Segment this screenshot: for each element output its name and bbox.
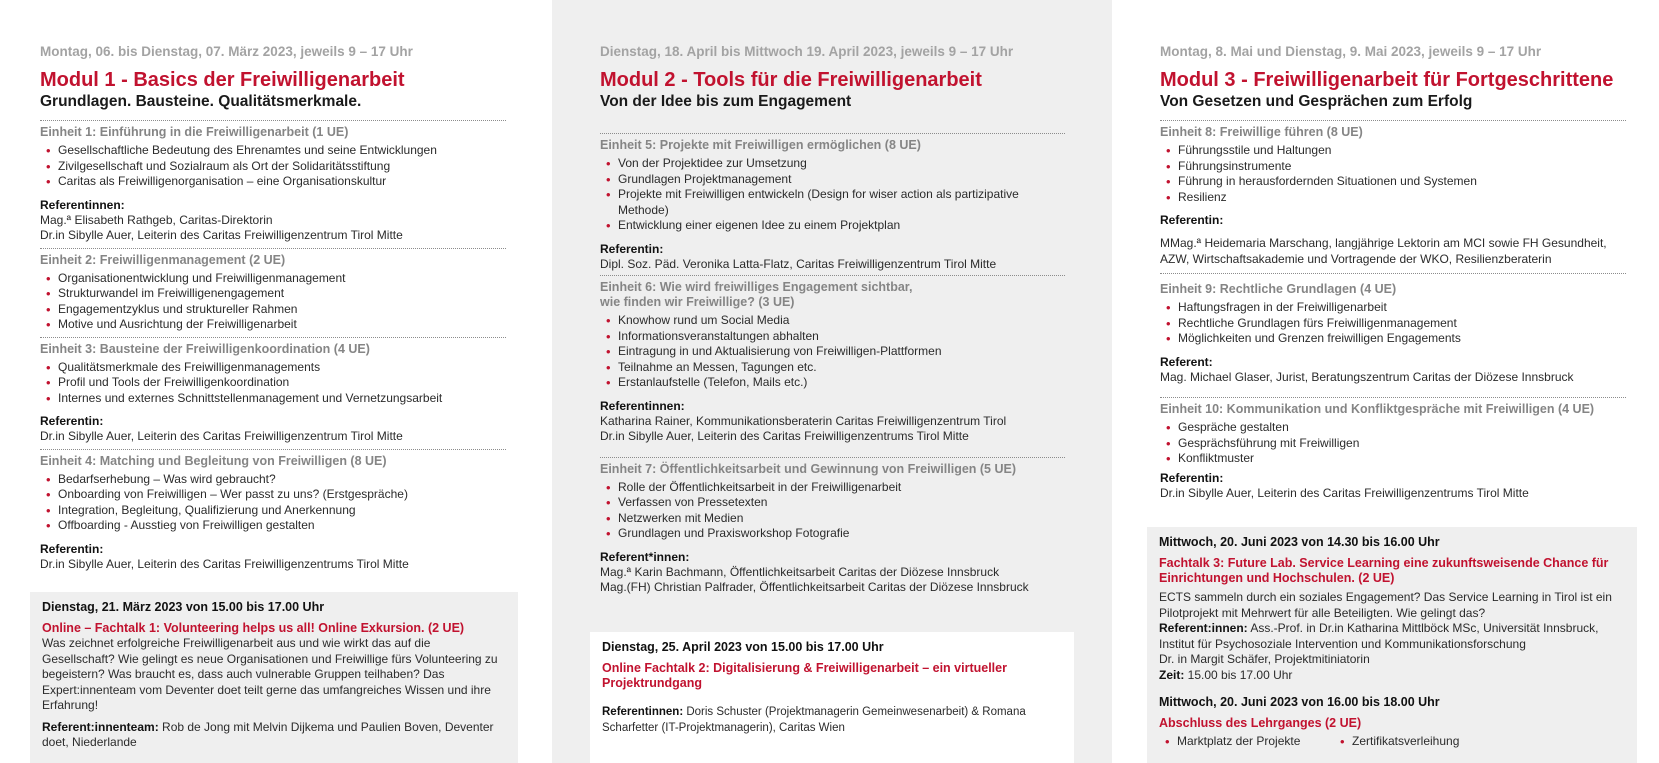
list-item: • Gesellschaftliche Bedeutung des Ehrenamtes und seine Entwicklungen [40, 143, 506, 159]
unit-title: Einheit 9: Rechtliche Grundlagen (4 UE) [1160, 282, 1397, 296]
unit-title: Einheit 6: Wie wird freiwilliges Engagement sichtbar, wie finden wir Freiwillige? (3 UE) [600, 280, 913, 309]
event-speakers [602, 705, 1062, 736]
list-item: • Konfliktmuster [1160, 451, 1626, 467]
closing-items [1159, 731, 1625, 750]
list-item: • Integration, Begleitung, Qualifizierung und Anerkennung [40, 503, 506, 519]
event-title: Abschluss des Lehrganges (2 UE) [1159, 716, 1362, 730]
unit-topic-list [40, 360, 506, 407]
list-item: • Zertifikatsverleihung [1334, 734, 1509, 750]
list-item: • Möglichkeiten und Grenzen freiwilligen Engagements [1160, 331, 1626, 347]
module-subtitle: Grundlagen. Bausteine. Qualitätsmerkmale. [40, 93, 362, 110]
list-item: • Organisationentwicklung und Freiwilligenmanagement [40, 271, 506, 287]
unit-topic-list [1160, 143, 1626, 205]
divider [1160, 397, 1626, 398]
list-item: • Knowhow rund um Social Media [600, 313, 1065, 329]
divider [1160, 273, 1626, 274]
speaker-line: Dr.in Sibylle Auer, Leiterin des Caritas Freiwilligenzentrums Tirol Mitte [40, 556, 409, 571]
closing-list-right [1334, 734, 1509, 750]
list-item: • Profil und Tools der Freiwilligenkoordination [40, 375, 506, 391]
speaker-label: Referentin: [1160, 470, 1224, 485]
speaker-line: Dr.in Sibylle Auer, Leiterin des Caritas Freiwilligenzentrum Tirol Mitte [40, 228, 403, 242]
time-label: Zeit: [1159, 667, 1185, 682]
module-date: Montag, 8. Mai und Dienstag, 9. Mai 2023, jeweils 9 – 17 Uhr [1160, 44, 1542, 59]
event-title: Online Fachtalk 2: Digitalisierung & Freiwilligenarbeit – ein virtueller Projektrundgang [602, 661, 1007, 690]
list-item: • Qualitätsmerkmale des Freiwilligenmanagements [40, 360, 506, 376]
list-item: • Netzwerken mit Medien [600, 511, 1065, 527]
speaker-line: Dr.in Sibylle Auer, Leiterin des Caritas Freiwilligenzentrum Tirol Mitte [40, 429, 403, 443]
event-title: Online – Fachtalk 1: Volunteering helps us all! Online Exkursion. (2 UE) [42, 621, 465, 635]
unit-topic-list [40, 472, 506, 534]
module-3-column [1112, 0, 1659, 763]
module-title: Modul 2 - Tools für die Freiwilligenarbeit [600, 69, 982, 91]
event-description: Was zeichnet erfolgreiche Freiwilligenarbeit aus und wie wirkt das auf die Gesellschaft? Wie gelingt es neue Organisationen und Freiwillige fürs Volunteering zu begeistern? Was braucht es, dass auch vulnerable Gruppen teilhaben? Das Expert:innenteam vom Deventer doet teilt gerne das umfangreiches Wissen und ihre Erfahrung! [42, 636, 498, 712]
list-item: • Strukturwandel im Freiwilligenengagement [40, 286, 506, 302]
module-title: Modul 3 - Freiwilligenarbeit für Fortgeschrittene [1160, 69, 1614, 91]
fachtalk-2-box [590, 632, 1074, 763]
speaker-label: Referentin: [1160, 213, 1224, 227]
speaker-names: Rob de Jong mit Melvin Dijkema und Paulien Boven, Deventer doet, Niederlande [42, 719, 494, 749]
unit-topic-list [40, 271, 506, 333]
event-speakers [42, 720, 506, 751]
list-item: • Erstanlaufstelle (Telefon, Mails etc.) [600, 375, 1065, 391]
speaker-line: Dr.in Sibylle Auer, Leiterin des Caritas Freiwilligenzentrums Tirol Mitte [1160, 485, 1529, 500]
speaker-line: Mag. Michael Glaser, Jurist, Beratungszentrum Caritas der Diözese Innsbruck [1160, 369, 1574, 384]
unit-title: Einheit 1: Einführung in die Freiwilligenarbeit (1 UE) [40, 125, 349, 139]
speaker-line: Katharina Rainer, Kommunikationsberaterin Caritas Freiwilligenzentrum Tirol [600, 413, 1007, 428]
module-date: Dienstag, 18. April bis Mittwoch 19. April 2023, jeweils 9 – 17 Uhr [600, 44, 1014, 59]
divider [1160, 120, 1626, 121]
speaker-label: Referent*innen: [600, 549, 690, 564]
closing-list-left [1159, 734, 1334, 750]
divider [40, 337, 506, 338]
divider [600, 457, 1065, 458]
list-item: • Gespräche gestalten [1160, 420, 1626, 436]
speaker-line: Mag.ª Elisabeth Rathgeb, Caritas-Direktorin [40, 212, 273, 227]
event-date: Dienstag, 25. April 2023 von 15.00 bis 17.00 Uhr [602, 640, 884, 654]
unit-title: Einheit 4: Matching und Begleitung von Freiwilligen (8 UE) [40, 453, 387, 468]
unit-topic-list [600, 156, 1065, 234]
speaker-label: Referentin: [40, 541, 104, 556]
speaker-names: Ass.-Prof. in Dr.in Katharina Mittlböck MSc, Universität Innsbruck, Institut für Psychosoziale Intervention und Kommunikationsforschung [1159, 621, 1599, 651]
unit-topic-list [600, 480, 1065, 542]
event-title: Fachtalk 3: Future Lab. Service Learning eine zukunftsweisende Chance für Einrichtungen und Hochschulen. (2 UE) [1159, 556, 1609, 585]
list-item: • Gesprächsführung mit Freiwilligen [1160, 436, 1626, 452]
event-date: Dienstag, 21. März 2023 von 15.00 bis 17.00 Uhr [42, 600, 325, 614]
divider [600, 133, 1065, 134]
speaker-label: Referentinnen: [600, 398, 685, 413]
divider [600, 275, 1065, 276]
event-description: ECTS sammeln durch ein soziales Engagement? Das Service Learning in Tirol ist ein Pilotprojekt mit Mehrwert für alle Beteiligten. Wie gelingt das? [1159, 590, 1612, 620]
list-item: • Haftungsfragen in der Freiwilligenarbeit [1160, 300, 1626, 316]
list-item: • Führungsstile und Haltungen [1160, 143, 1626, 159]
fachtalk-3-box [1147, 527, 1637, 763]
list-item: • Führungsinstrumente [1160, 159, 1626, 175]
speaker-names: Doris Schuster (Projektmanagerin Gemeinwesenarbeit) & Romana Scharfetter (IT-Projektmanagerin), Caritas Wien [602, 706, 1026, 734]
list-item: • Caritas als Freiwilligenorganisation – eine Organisationskultur [40, 174, 506, 190]
event-speakers [1159, 621, 1625, 652]
speaker-label: Referent: [1160, 354, 1213, 369]
unit-title: Einheit 5: Projekte mit Freiwilligen ermöglichen (8 UE) [600, 138, 921, 152]
list-item: • Resilienz [1160, 190, 1626, 206]
speaker-label: Referentinnen: [602, 706, 684, 718]
unit-topic-list [40, 143, 506, 190]
list-item: • Rolle der Öffentlichkeitsarbeit in der Freiwilligenarbeit [600, 480, 1065, 496]
speaker-label: Referentin: [40, 414, 104, 428]
event-speakers-extra: Dr. in Margit Schäfer, Projektmitiniatorin [1159, 652, 1370, 666]
module-date: Montag, 06. bis Dienstag, 07. März 2023, jeweils 9 – 17 Uhr [40, 44, 413, 59]
module-subtitle: Von der Idee bis zum Engagement [600, 93, 852, 110]
list-item: • Verfassen von Pressetexten [600, 495, 1065, 511]
speaker-label: Referent:innen: [1159, 621, 1248, 635]
speaker-line: Dipl. Soz. Päd. Veronika Latta-Flatz, Caritas Freiwilligenzentrum Tirol Mitte [600, 256, 997, 271]
unit-title: Einheit 7: Öffentlichkeitsarbeit und Gewinnung von Freiwilligen (5 UE) [600, 461, 1017, 476]
speaker-label: Referentin: [600, 241, 664, 256]
list-item: • Rechtliche Grundlagen fürs Freiwilligenmanagement [1160, 316, 1626, 332]
speaker-label: Referent:innenteam: [42, 719, 159, 734]
list-item: • Grundlagen Projektmanagement [600, 172, 1065, 188]
event-date: Mittwoch, 20. Juni 2023 von 14.30 bis 16.00 Uhr [1159, 535, 1440, 549]
speaker-line: Dr.in Sibylle Auer, Leiterin des Caritas Freiwilligenzentrums Tirol Mitte [600, 429, 969, 443]
list-item: • Onboarding von Freiwilligen – Wer passt zu uns? (Erstgespräche) [40, 487, 506, 503]
fachtalk-1-box [30, 592, 518, 763]
list-item: • Teilnahme an Messen, Tagungen etc. [600, 360, 1065, 376]
speaker-line: Mag.(FH) Christian Palfrader, Öffentlichkeitsarbeit Caritas der Diözese Innsbruck [600, 580, 1029, 594]
list-item: • Projekte mit Freiwilligen entwickeln (Design for wiser action als partizipative Methode) [600, 187, 1065, 218]
list-item: • Grundlagen und Praxisworkshop Fotografie [600, 526, 1065, 542]
list-item: • Offboarding - Ausstieg von Freiwilligen gestalten [40, 518, 506, 534]
speaker-line: Mag.ª Karin Bachmann, Öffentlichkeitsarbeit Caritas der Diözese Innsbruck [600, 564, 1000, 579]
unit-title: Einheit 10: Kommunikation und Konfliktgespräche mit Freiwilligen (4 UE) [1160, 402, 1595, 416]
list-item: • Marktplatz der Projekte [1159, 734, 1334, 750]
unit-title: Einheit 2: Freiwilligenmanagement (2 UE) [40, 252, 286, 267]
list-item: • Von der Projektidee zur Umsetzung [600, 156, 1065, 172]
divider [40, 449, 506, 450]
speaker-line: MMag.ª Heidemaria Marschang, langjährige Lektorin am MCI sowie FH Gesundheit, AZW, Wirtschaftsakademie und Vortragende der WKO, Resilienzberaterin [1160, 236, 1607, 266]
list-item: • Motive und Ausrichtung der Freiwilligenarbeit [40, 317, 506, 333]
list-item: • Eintragung in und Aktualisierung von Freiwilligen-Plattformen [600, 344, 1065, 360]
unit-title: Einheit 3: Bausteine der Freiwilligenkoordination (4 UE) [40, 341, 370, 356]
event-date: Mittwoch, 20. Juni 2023 von 16.00 bis 18.00 Uhr [1159, 695, 1440, 709]
module-subtitle: Von Gesetzen und Gesprächen zum Erfolg [1160, 93, 1473, 110]
module-2-column [552, 0, 1112, 763]
unit-topic-list [1160, 300, 1626, 347]
unit-title: Einheit 8: Freiwillige führen (8 UE) [1160, 125, 1363, 139]
list-item: • Führung in herausfordernden Situationen und Systemen [1160, 174, 1626, 190]
module-1-column [0, 0, 552, 763]
divider [40, 248, 506, 249]
list-item: • Internes und externes Schnittstellenmanagement und Vernetzungsarbeit [40, 391, 506, 407]
unit-topic-list [600, 313, 1065, 391]
list-item: • Entwicklung einer eigenen Idee zu einem Projektplan [600, 218, 1065, 234]
event-time [1159, 668, 1625, 684]
speaker-label: Referentinnen: [40, 197, 125, 212]
list-item: • Engagementzyklus und struktureller Rahmen [40, 302, 506, 318]
time-value: 15.00 bis 17.00 Uhr [1184, 667, 1293, 682]
list-item: • Zivilgesellschaft und Sozialraum als Ort der Solidaritätsstiftung [40, 159, 506, 175]
list-item: • Informationsveranstaltungen abhalten [600, 329, 1065, 345]
divider [40, 120, 506, 121]
unit-topic-list [1160, 420, 1626, 467]
module-title: Modul 1 - Basics der Freiwilligenarbeit [40, 69, 405, 91]
list-item: • Bedarfserhebung – Was wird gebraucht? [40, 472, 506, 488]
